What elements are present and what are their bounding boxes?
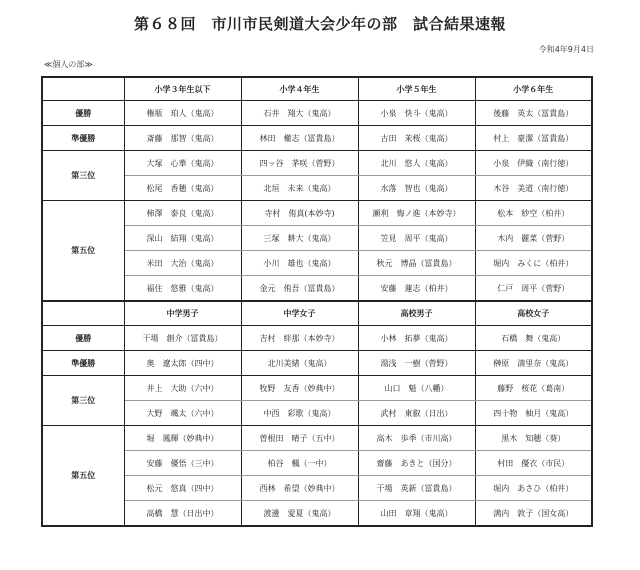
winner-name: 大野 颯太（六中）: [124, 401, 241, 426]
winner-name: 深山 結翔（鬼高）: [124, 226, 241, 251]
winner-name: 井上 大助（六中）: [124, 376, 241, 401]
winner-name: 干場 創介（冨貴島）: [124, 326, 241, 351]
category-header: 高校男子: [358, 301, 475, 326]
winner-name: 四ッ谷 茅咲（菅野）: [241, 151, 358, 176]
result-row: [42, 351, 592, 376]
winner-name: 斎藤 那智（鬼高）: [124, 126, 241, 151]
winner-name: 木谷 美道（南行徳）: [475, 176, 592, 201]
result-row: [42, 501, 592, 527]
rank-label-first: 優勝: [42, 326, 124, 351]
winner-name: 北川 悠人（鬼高）: [358, 151, 475, 176]
rank-label-fifth: 第五位: [42, 201, 124, 302]
winner-name: 湯浅 一樹（菅野）: [358, 351, 475, 376]
winner-name: 石橋 舞（鬼高）: [475, 326, 592, 351]
result-row: [42, 276, 592, 302]
category-header: 小学５年生: [358, 77, 475, 101]
winner-name: 藤野 桜花（葛南）: [475, 376, 592, 401]
winner-name: 古田 茉桜（鬼高）: [358, 126, 475, 151]
winner-name: 大塚 心華（鬼高）: [124, 151, 241, 176]
winner-name: 後藤 英太（冨貴島）: [475, 101, 592, 126]
section-label: ≪個人の部≫: [44, 60, 93, 69]
winner-name: 渡邊 愛夏（鬼高）: [241, 501, 358, 527]
result-row: [42, 176, 592, 201]
winner-name: 石井 翔大（鬼高）: [241, 101, 358, 126]
winner-name: 北川美緒（鬼高）: [241, 351, 358, 376]
winner-name: 满内 敦子（国女高）: [475, 501, 592, 527]
result-row: [42, 226, 592, 251]
winner-name: 柏谷 楓（一中）: [241, 451, 358, 476]
winner-name: 堀内 あさひ（柏井）: [475, 476, 592, 501]
winner-name: 仁戸 周平（菅野）: [475, 276, 592, 302]
winner-name: 松尾 香穂（鬼高）: [124, 176, 241, 201]
winner-name: 木内 麗菜（菅野）: [475, 226, 592, 251]
report-date: 令和4年9月4日: [538, 45, 594, 54]
rank-label-first: 優勝: [42, 101, 124, 126]
winner-name: 山田 章翔（鬼高）: [358, 501, 475, 527]
winner-name: 笠見 周平（鬼高）: [358, 226, 475, 251]
winner-name: 福住 悠雅（鬼高）: [124, 276, 241, 302]
winner-name: 高橋 慧（日出中）: [124, 501, 241, 527]
category-header: 中学男子: [124, 301, 241, 326]
result-row: [42, 101, 592, 126]
winner-name: 村上 豪潔（冨貴島）: [475, 126, 592, 151]
winner-name: 北垣 未来（鬼高）: [241, 176, 358, 201]
winner-name: 三塚 耕大（鬼高）: [241, 226, 358, 251]
winner-name: 西林 希望（妙典中）: [241, 476, 358, 501]
winner-name: 林田 權志（冨貴島）: [241, 126, 358, 151]
winner-name: 齋藤 あきと（国分）: [358, 451, 475, 476]
category-header-row: [42, 301, 592, 326]
winner-name: 堀内 みくに（柏井）: [475, 251, 592, 276]
category-header-row: [42, 77, 592, 101]
winner-name: 松元 悠真（四中）: [124, 476, 241, 501]
category-header: 中学女子: [241, 301, 358, 326]
winner-name: 米田 大治（鬼高）: [124, 251, 241, 276]
results-body: [42, 77, 592, 526]
corner-cell: [42, 301, 124, 326]
winner-name: 安藤 優悟（三中）: [124, 451, 241, 476]
winner-name: 山口 魁（八幡）: [358, 376, 475, 401]
result-row: [42, 401, 592, 426]
result-row: [42, 151, 592, 176]
rank-label-second: 準優勝: [42, 126, 124, 151]
winner-name: 堀 鳳輝（妙典中）: [124, 426, 241, 451]
category-header: 高校女子: [475, 301, 592, 326]
result-row: [42, 326, 592, 351]
rank-label-fifth: 第五位: [42, 426, 124, 527]
winner-name: 高木 歩季（市川高）: [358, 426, 475, 451]
winner-name: 曽根田 晴子（五中）: [241, 426, 358, 451]
result-row: [42, 126, 592, 151]
winner-name: 奥 遼太郎（四中）: [124, 351, 241, 376]
winner-name: 秋元 博晶（冨貴島）: [358, 251, 475, 276]
result-row: [42, 451, 592, 476]
rank-label-third: 第三位: [42, 376, 124, 426]
page-title: 第６８回 市川市民剣道大会少年の部 試合結果速報: [133, 15, 506, 33]
category-header: 小学６年生: [475, 77, 592, 101]
winner-name: 小林 拓夢（鬼高）: [358, 326, 475, 351]
winner-name: 小川 雄也（鬼高）: [241, 251, 358, 276]
result-row: [42, 201, 592, 226]
winner-name: 金元 侑吾（冨貴島）: [241, 276, 358, 302]
winner-name: 四十物 柚月（鬼高）: [475, 401, 592, 426]
result-row: [42, 476, 592, 501]
winner-name: 松本 紗空（柏井）: [475, 201, 592, 226]
winner-name: 寺村 侑真(本妙寺): [241, 201, 358, 226]
rank-label-third: 第三位: [42, 151, 124, 201]
winner-name: 吉村 絆那（本妙寺）: [241, 326, 358, 351]
corner-cell: [42, 77, 124, 101]
category-header: 小学４年生: [241, 77, 358, 101]
results-table: [41, 76, 593, 527]
result-row: [42, 426, 592, 451]
winner-name: 牧野 友香（妙典中）: [241, 376, 358, 401]
result-row: [42, 376, 592, 401]
winner-name: 村田 優衣（市民）: [475, 451, 592, 476]
winner-name: 中西 彩歌（鬼高）: [241, 401, 358, 426]
rank-label-second: 準優勝: [42, 351, 124, 376]
result-row: [42, 251, 592, 276]
winner-name: 水落 智也（鬼高）: [358, 176, 475, 201]
winner-name: 権瓶 珀人（鬼高）: [124, 101, 241, 126]
winner-name: 小泉 伊織（南行徳）: [475, 151, 592, 176]
winner-name: 武村 東叡（日出）: [358, 401, 475, 426]
winner-name: 瀬利 悔ノ進（本妙寺）: [358, 201, 475, 226]
winner-name: 榊原 満里奈（鬼高）: [475, 351, 592, 376]
winner-name: 黒木 知穂（葵）: [475, 426, 592, 451]
winner-name: 柿澤 泰良（鬼高）: [124, 201, 241, 226]
winner-name: 安藤 蓮志（柏井）: [358, 276, 475, 302]
winner-name: 小泉 快斗（鬼高）: [358, 101, 475, 126]
winner-name: 干場 英新（冨貴島）: [358, 476, 475, 501]
category-header: 小学３年生以下: [124, 77, 241, 101]
